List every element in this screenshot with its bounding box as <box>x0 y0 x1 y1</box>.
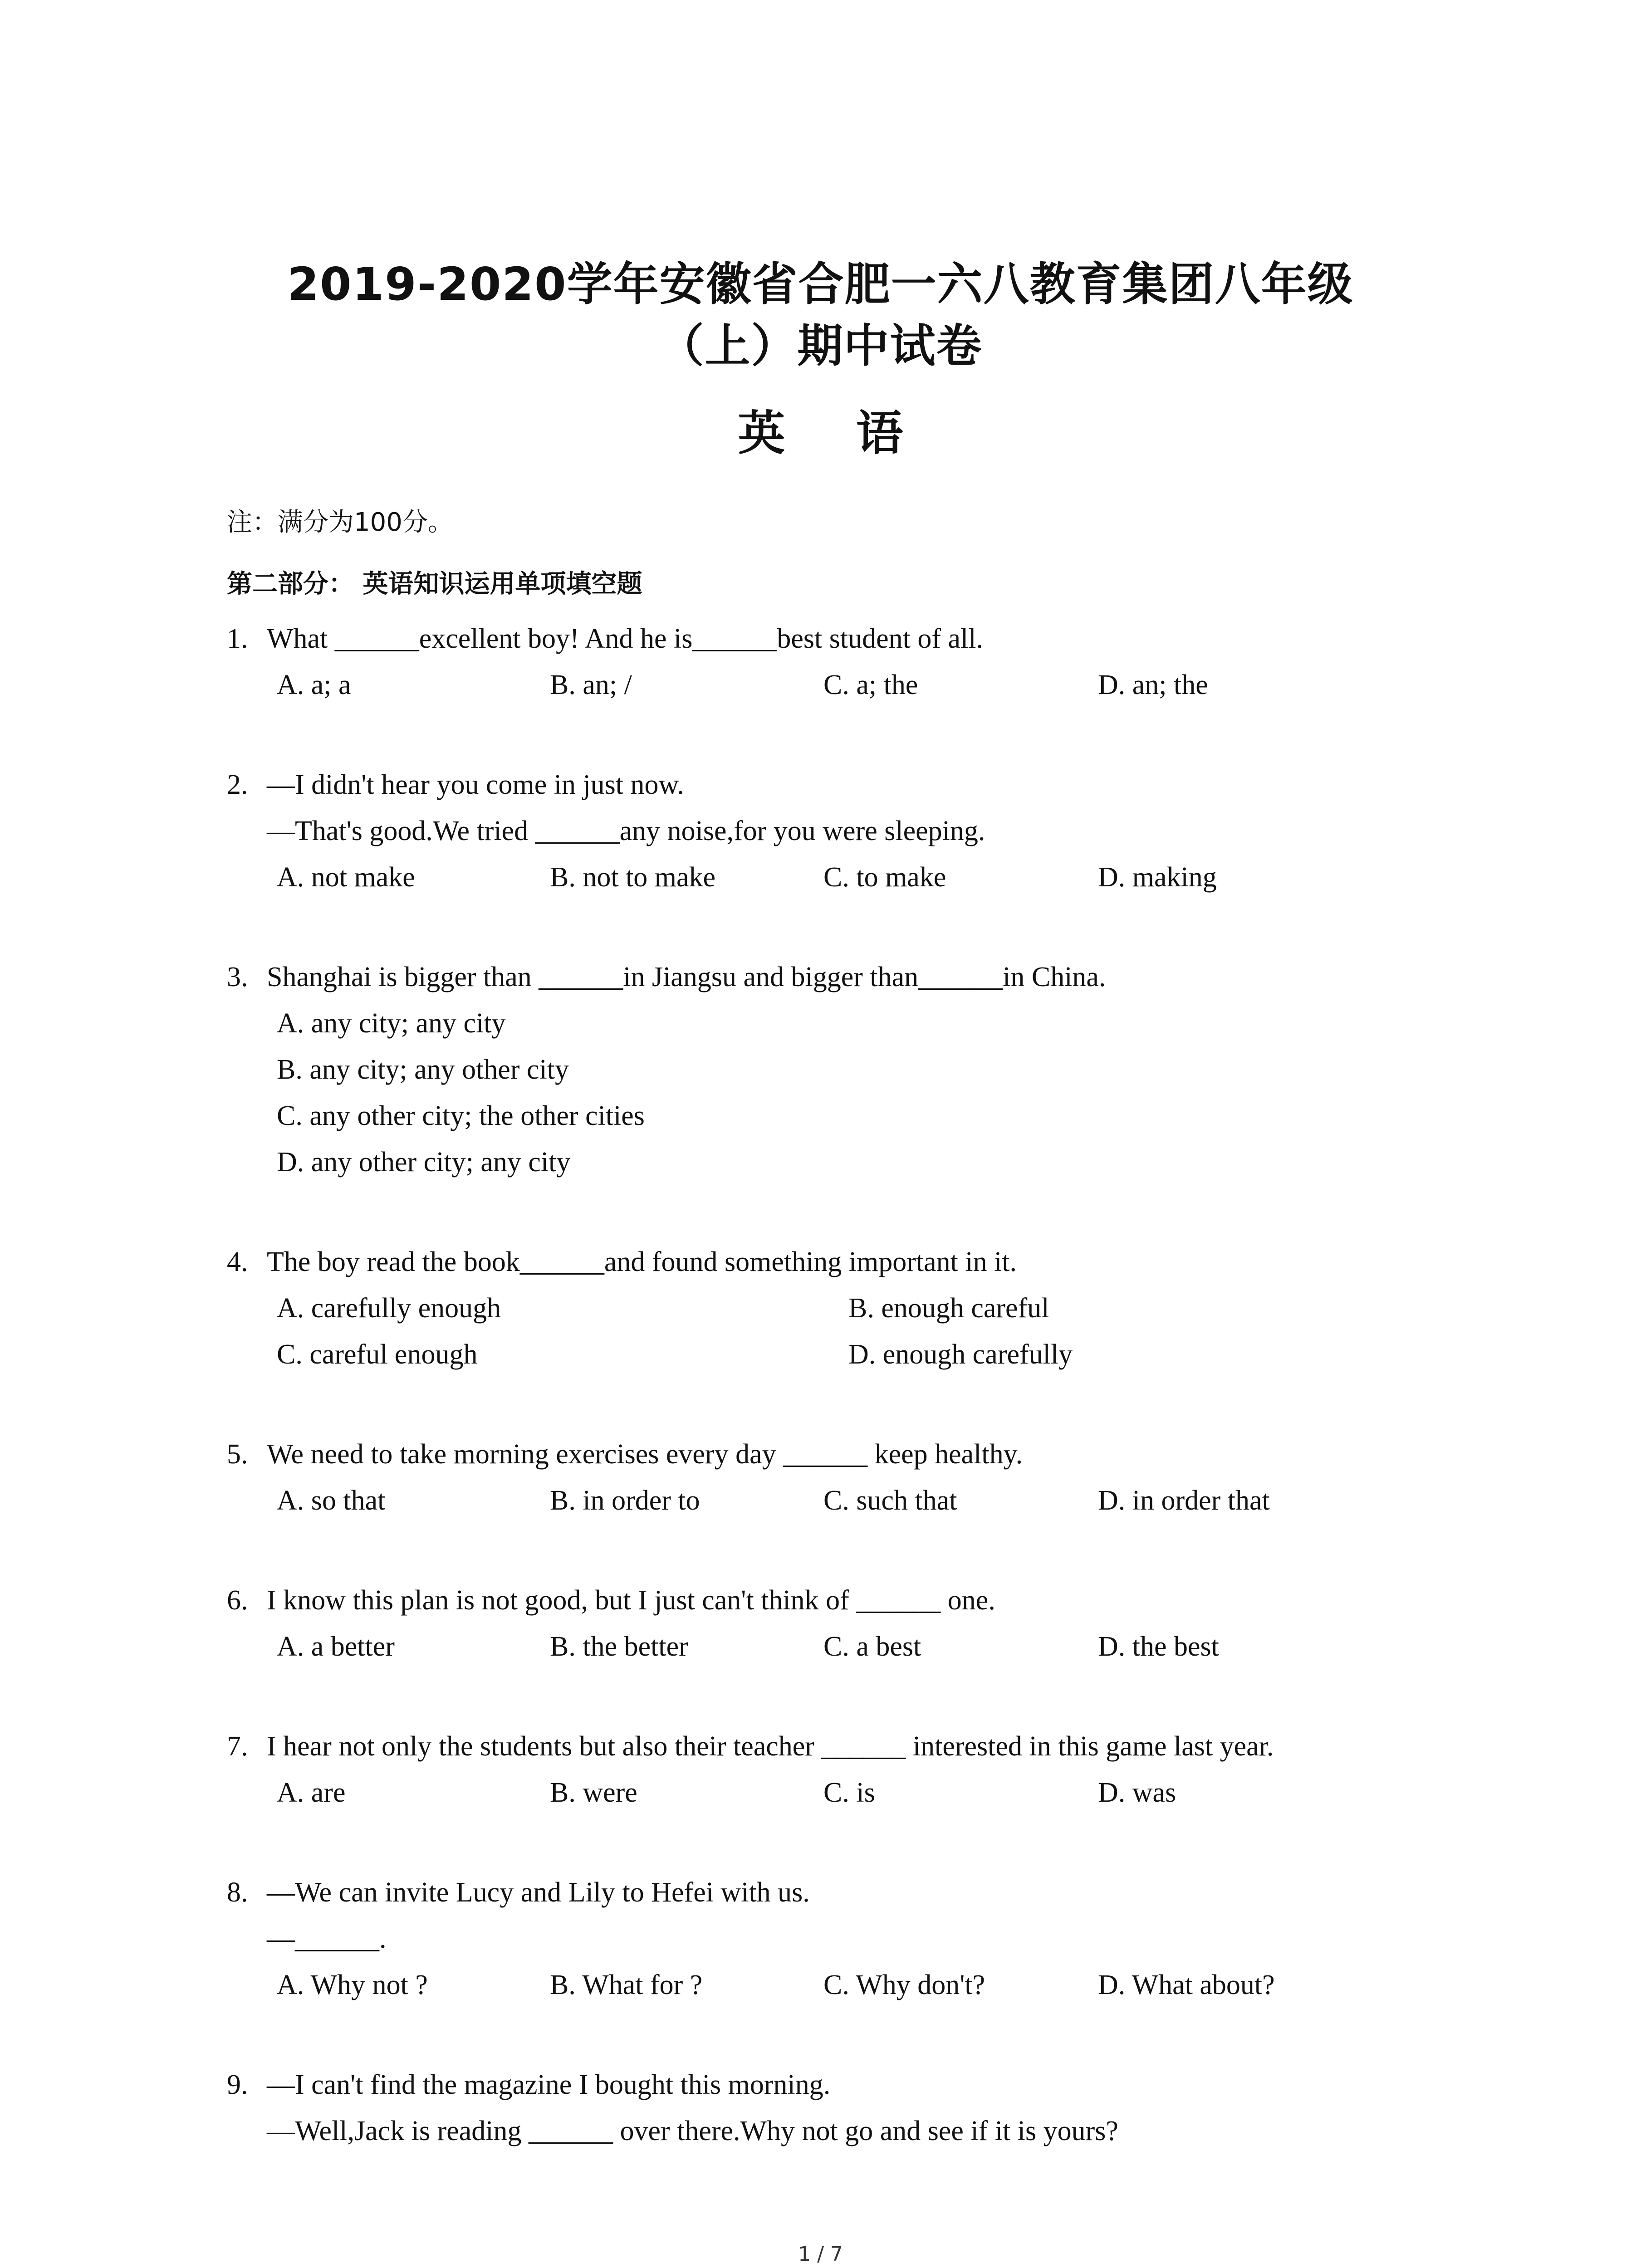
option-a: A. any city; any city <box>277 1008 506 1039</box>
exam-title-line2: （上）期中试卷 <box>658 319 983 372</box>
option-b: B. the better <box>550 1631 688 1662</box>
question-number: 6. <box>227 1585 248 1616</box>
option-c: C. a best <box>823 1631 921 1662</box>
question-stem: The boy read the book______and found something important in it. <box>267 1246 1017 1277</box>
option-a: A. a; a <box>277 670 351 700</box>
option-d: D. making <box>1098 862 1217 893</box>
option-a: A. a better <box>277 1631 395 1662</box>
section-heading: 第二部分： 英语知识运用单项填空题 <box>227 569 642 599</box>
option-c: C. Why don't? <box>823 1970 985 2000</box>
option-b: B. were <box>550 1777 637 1808</box>
option-c: C. a; the <box>823 670 918 700</box>
option-d: D. in order that <box>1098 1485 1270 1516</box>
option-a: A. are <box>277 1777 346 1808</box>
option-b: B. an; / <box>550 670 632 700</box>
question-number: 8. <box>227 1877 248 1908</box>
score-note: 注：满分为100分。 <box>227 508 453 537</box>
option-d: D. What about? <box>1098 1970 1275 2000</box>
question-number: 1. <box>227 623 248 654</box>
question-number: 7. <box>227 1731 248 1762</box>
option-d: D. was <box>1098 1777 1176 1808</box>
question-stem: Shanghai is bigger than ______in Jiangsu and bigger than______in China. <box>267 962 1106 992</box>
option-d: D. the best <box>1098 1631 1219 1662</box>
option-a: A. carefully enough <box>277 1293 501 1324</box>
question-stem: —We can invite Lucy and Lily to Hefei with us. <box>267 1877 810 1908</box>
question-number: 3. <box>227 962 248 992</box>
option-b: B. in order to <box>550 1485 700 1516</box>
option-b: B. any city; any other city <box>277 1054 569 1085</box>
question-number: 4. <box>227 1246 248 1277</box>
option-b: B. What for ? <box>550 1970 703 2000</box>
question-stem: I know this plan is not good, but I just can't think of ______ one. <box>267 1585 995 1616</box>
exam-title-line1: 2019-2020学年安徽省合肥一六八教育集团八年级 <box>287 258 1354 311</box>
question-stem: We need to take morning exercises every day ______ keep healthy. <box>267 1439 1023 1470</box>
option-d: D. any other city; any city <box>277 1147 571 1178</box>
question-stem: I hear not only the students but also their teacher ______ interested in this game last year. <box>267 1731 1274 1762</box>
question-stem: —That's good.We tried ______any noise,for you were sleeping. <box>267 816 985 846</box>
option-a: A. not make <box>277 862 415 893</box>
option-c: C. careful enough <box>277 1339 478 1370</box>
option-d: D. an; the <box>1098 670 1208 700</box>
question-stem: —I didn't hear you come in just now. <box>267 769 684 800</box>
option-c: C. is <box>823 1777 875 1808</box>
question-number: 9. <box>227 2069 248 2100</box>
option-c: C. any other city; the other cities <box>277 1100 645 1131</box>
option-a: A. Why not ? <box>277 1970 428 2000</box>
question-stem: What ______excellent boy! And he is______best student of all. <box>267 623 983 654</box>
option-b: B. enough careful <box>848 1293 1049 1324</box>
question-number: 2. <box>227 769 248 800</box>
option-b: B. not to make <box>550 862 716 893</box>
question-stem: —Well,Jack is reading ______ over there.Why not go and see if it is yours? <box>267 2116 1118 2146</box>
page-number: 1 / 7 <box>798 2243 843 2266</box>
option-d: D. enough carefully <box>848 1339 1073 1370</box>
option-c: C. to make <box>823 862 946 893</box>
question-stem: —______. <box>267 1923 387 1954</box>
option-c: C. such that <box>823 1485 957 1516</box>
option-a: A. so that <box>277 1485 386 1516</box>
question-number: 5. <box>227 1439 248 1470</box>
subject-heading: 英 语 <box>738 406 931 461</box>
question-stem: —I can't find the magazine I bought this morning. <box>267 2069 831 2100</box>
